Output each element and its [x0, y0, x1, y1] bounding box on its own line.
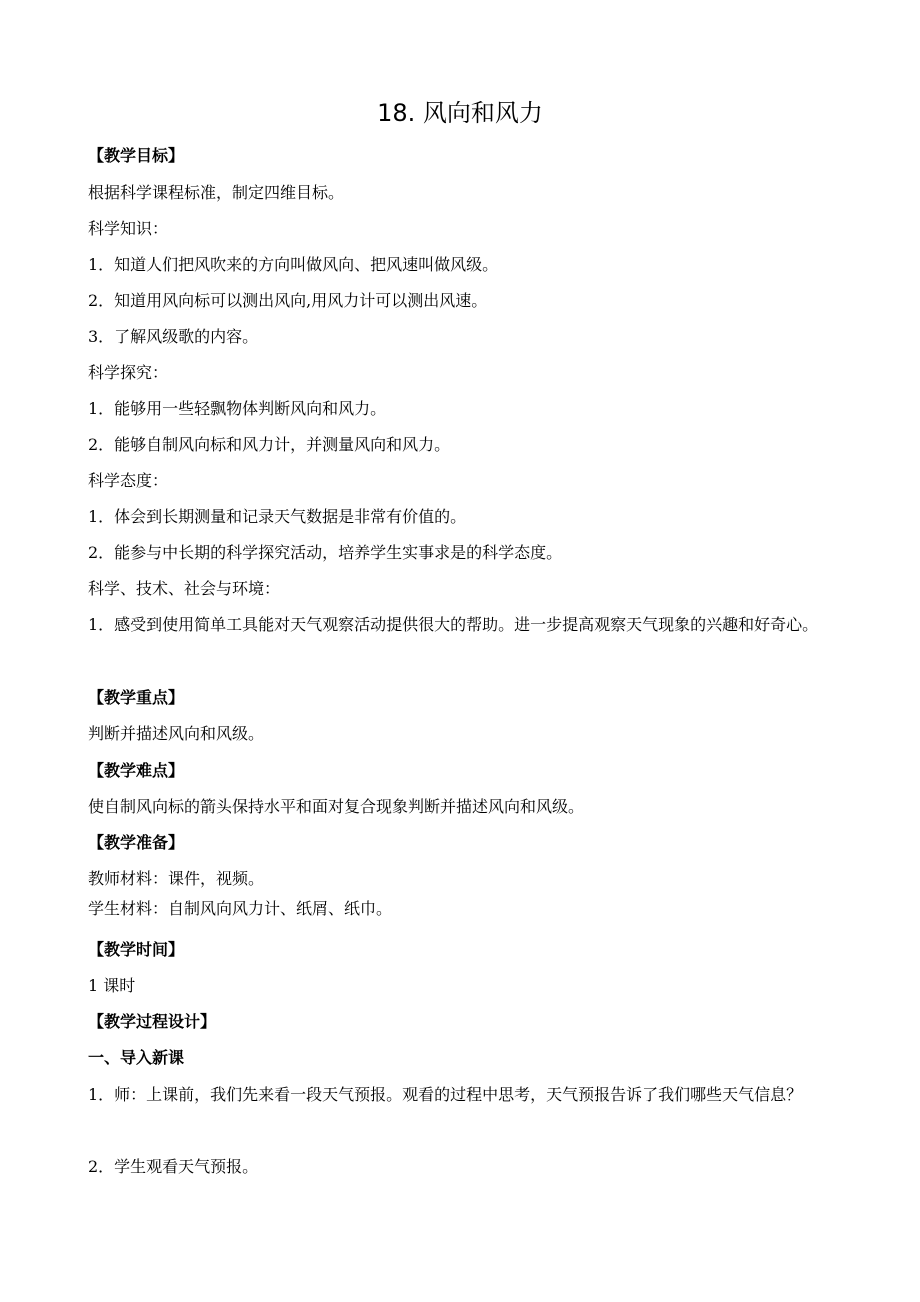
key-points-text: 判断并描述风向和风级。 — [88, 724, 265, 743]
preparation-heading: 【教学准备】 — [88, 833, 185, 852]
knowledge-label: 科学知识： — [88, 219, 169, 238]
time-text: 1 课时 — [88, 976, 136, 995]
difficulties-text: 使自制风向标的箭头保持水平和面对复合现象判断并描述风向和风级。 — [88, 797, 585, 816]
knowledge-item-2: 2．知道用风向标可以测出风向,用风力计可以测出风速。 — [88, 291, 488, 310]
inquiry-item-1: 1．能够用一些轻飘物体判断风向和风力。 — [88, 399, 387, 418]
stse-item-1: 1．感受到使用简单工具能对天气观察活动提供很大的帮助。进一步提高观察天气现象的兴趣和好奇心。 — [88, 615, 819, 634]
inquiry-label: 科学探究： — [88, 363, 169, 382]
knowledge-item-3: 3．了解风级歌的内容。 — [88, 327, 259, 346]
preparation-teacher: 教师材料：课件，视频。 — [88, 869, 265, 888]
process-heading: 【教学过程设计】 — [88, 1012, 217, 1031]
attitude-label: 科学态度： — [88, 471, 169, 490]
objectives-intro: 根据科学课程标准，制定四维目标。 — [88, 183, 345, 202]
process-item-1: 1．师：上课前，我们先来看一段天气预报。观看的过程中思考，天气预报告诉了我们哪些天气信息？ — [88, 1085, 803, 1104]
process-item-2: 2．学生观看天气预报。 — [88, 1157, 259, 1176]
knowledge-item-1: 1．知道人们把风吹来的方向叫做风向、把风速叫做风级。 — [88, 255, 499, 274]
stse-label: 科学、技术、社会与环境： — [88, 579, 281, 598]
difficulties-heading: 【教学难点】 — [88, 761, 185, 780]
process-section-1: 一、导入新课 — [88, 1048, 185, 1067]
attitude-item-2: 2．能参与中长期的科学探究活动，培养学生实事求是的科学态度。 — [88, 543, 563, 562]
objectives-heading: 【教学目标】 — [88, 146, 185, 165]
inquiry-item-2: 2．能够自制风向标和风力计，并测量风向和风力。 — [88, 435, 451, 454]
preparation-student: 学生材料：自制风向风力计、纸屑、纸巾。 — [88, 899, 393, 918]
document-title: 18. 风向和风力 — [377, 99, 543, 127]
attitude-item-1: 1．体会到长期测量和记录天气数据是非常有价值的。 — [88, 507, 467, 526]
key-points-heading: 【教学重点】 — [88, 688, 185, 707]
time-heading: 【教学时间】 — [88, 940, 185, 959]
